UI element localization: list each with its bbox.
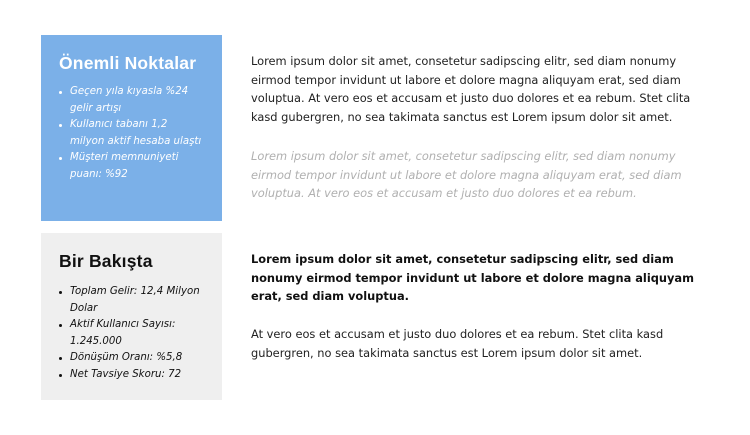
list-item: Kullanıcı tabanı 1,2 milyon aktif hesaba ulaştı xyxy=(70,117,204,150)
bold-lead-paragraph: Lorem ipsum dolor sit amet, consetetur sadipscing elitr, sed diam nonumy eirmod tempor invidunt ut labore et dolore magna aliquyam erat, sed diam voluptua. xyxy=(251,252,694,303)
highlights-card xyxy=(41,35,222,221)
overview-list xyxy=(59,284,204,383)
highlights-list xyxy=(59,84,204,183)
list-item: Aktif Kullanıcı Sayısı: 1.245.000 xyxy=(70,317,204,350)
overview-card xyxy=(41,233,222,400)
list-item: Müşteri memnuniyeti puanı: %92 xyxy=(70,150,204,183)
body-paragraph: Lorem ipsum dolor sit amet, consetetur sadipscing elitr, sed diam nonumy eirmod tempor invidunt ut labore et dolore magna aliquyam erat, sed diam voluptua. At vero eos et accusam et justo duo dolores et ea rebum. Stet clita kasd gubergren, no sea takimata sanctus est Lorem ipsum dolor sit amet. xyxy=(251,54,691,124)
list-item: Geçen yıla kıyasla %24 gelir artışı xyxy=(70,84,204,117)
list-item: Dönüşüm Oranı: %5,8 xyxy=(70,350,204,367)
highlights-title: Önemli Noktalar xyxy=(59,53,197,73)
list-item: Toplam Gelir: 12,4 Milyon Dolar xyxy=(70,284,204,317)
body-paragraph: At vero eos et accusam et justo duo dolores et ea rebum. Stet clita kasd gubergren, no sea takimata sanctus est Lorem ipsum dolor sit amet. xyxy=(251,327,664,360)
overview-title: Bir Bakışta xyxy=(59,251,153,271)
muted-italic-paragraph: Lorem ipsum dolor sit amet, consetetur sadipscing elitr, sed diam nonumy eirmod tempor invidunt ut labore et dolore magna aliquyam erat, sed diam voluptua. At vero eos et accusam et justo duo dolores et ea rebum. xyxy=(251,149,682,200)
list-item: Net Tavsiye Skoru: 72 xyxy=(70,367,204,384)
